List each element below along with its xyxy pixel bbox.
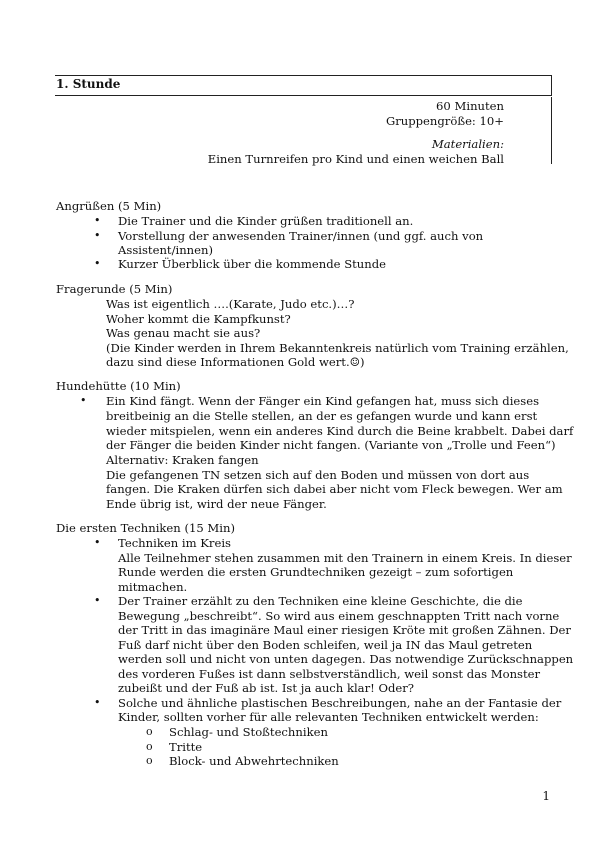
text-line: zubeißt und der Fuß ab ist. Ist ja auch klar! Oder?: [118, 681, 415, 695]
text-line: Bewegung „beschreibt“. So wird aus einem geschnappten Tritt nach vorne: [118, 609, 560, 623]
section-heading-techniken: Die ersten Techniken (15 Min): [56, 521, 235, 535]
text-line: breitbeinig an die Stelle stellen, an der es gefangen wurde und kann erst: [106, 409, 538, 423]
text-line: Die gefangenen TN setzen sich auf den Boden und müssen von dort aus: [106, 468, 530, 482]
text-line: werden soll und nicht von unten dagegen. Das notwendige Zurückschnappen: [118, 652, 574, 666]
text-line: Alle Teilnehmer stehen zusammen mit den Trainern in einem Kreis. In dieser: [118, 551, 572, 565]
bullet-icon: •: [94, 257, 101, 270]
text-line: Alternativ: Kraken fangen: [106, 453, 259, 467]
text-line: wieder mitspielen, wenn ein anderes Kind durch die Beine krabbelt. Dabei darf: [106, 424, 574, 438]
list-item: Vorstellung der anwesenden Trainer/innen (und ggf. auch von: [118, 229, 484, 243]
page-number: 1: [542, 789, 550, 803]
header-rule-right: [551, 97, 552, 164]
text-line: Runde werden die ersten Grundtechniken gezeigt – zum sofortigen: [118, 565, 514, 579]
text-line: Fuß darf nicht über den Boden schleifen, weil ja IN das Maul getreten: [118, 638, 533, 652]
section-heading-hundehuette: Hundehütte (10 Min): [56, 379, 181, 393]
text-line: Was ist eigentlich ….(Karate, Judo etc.)…?: [106, 297, 355, 311]
text-line: Solche und ähnliche plastischen Beschreibungen, nahe an der Fantasie der: [118, 696, 562, 710]
text-line: (Die Kinder werden in Ihrem Bekanntenkreis natürlich vom Training erzählen,: [106, 341, 569, 355]
text-line: dazu sind diese Informationen Gold wert.☺): [106, 355, 365, 369]
bullet-icon: •: [94, 594, 101, 607]
bullet-icon: •: [94, 229, 101, 242]
text-line: fangen. Die Kraken dürfen sich dabei aber nicht vom Fleck bewegen. Wer am: [106, 482, 563, 496]
sub-bullet-icon: o: [146, 740, 153, 753]
text-line: des vorderen Fußes ist dann selbstverständlich, weil sonst das Monster: [118, 667, 541, 681]
materials-text: Einen Turnreifen pro Kind und einen weichen Ball: [207, 152, 504, 166]
text-line: Ende übrig ist, wird der neue Fänger.: [106, 497, 327, 511]
sub-bullet-icon: o: [146, 725, 153, 738]
sub-list-item: Schlag- und Stoßtechniken: [169, 725, 328, 739]
list-item: Die Trainer und die Kinder grüßen traditionell an.: [118, 214, 414, 228]
sub-bullet-icon: o: [146, 754, 153, 767]
group-size-text: Gruppengröße: 10+: [385, 114, 504, 128]
text-line: Techniken im Kreis: [118, 536, 231, 550]
sub-list-item: Tritte: [169, 740, 203, 754]
header-rule-top: [55, 75, 552, 76]
text-line: der Tritt in das imaginäre Maul einer riesigen Kröte mit großen Zähnen. Der: [118, 623, 571, 637]
bullet-icon: •: [94, 696, 101, 709]
text-line: Ein Kind fängt. Wenn der Fänger ein Kind gefangen hat, muss sich dieses: [106, 394, 540, 408]
text-line: Woher kommt die Kampfkunst?: [106, 312, 291, 326]
bullet-icon: •: [94, 214, 101, 227]
duration-text: 60 Minuten: [436, 99, 504, 113]
section-heading-fragerunde: Fragerunde (5 Min): [56, 282, 173, 296]
bullet-icon: •: [94, 536, 101, 549]
header-rule-right-top: [551, 75, 552, 96]
text-line: Kinder, sollten vorher für alle relevanten Techniken entwickelt werden:: [118, 710, 539, 724]
section-heading-angruessen: Angrüßen (5 Min): [56, 199, 162, 213]
list-item-continued: Assistent/innen): [118, 243, 213, 257]
list-item: Kurzer Überblick über die kommende Stunde: [118, 257, 387, 271]
bullet-icon: •: [80, 394, 87, 407]
header-rule-bottom: [55, 95, 552, 96]
lesson-title: 1. Stunde: [56, 77, 121, 91]
text-line: der Fänger die beiden Kinder nicht fangen. (Variante von „Trolle und Feen“): [106, 438, 556, 452]
text-line: mitmachen.: [118, 580, 188, 594]
text-line: Was genau macht sie aus?: [106, 326, 261, 340]
materials-label: Materialien:: [431, 137, 504, 151]
text-line: Der Trainer erzählt zu den Techniken eine kleine Geschichte, die die: [118, 594, 523, 608]
sub-list-item: Block- und Abwehrtechniken: [169, 754, 339, 768]
